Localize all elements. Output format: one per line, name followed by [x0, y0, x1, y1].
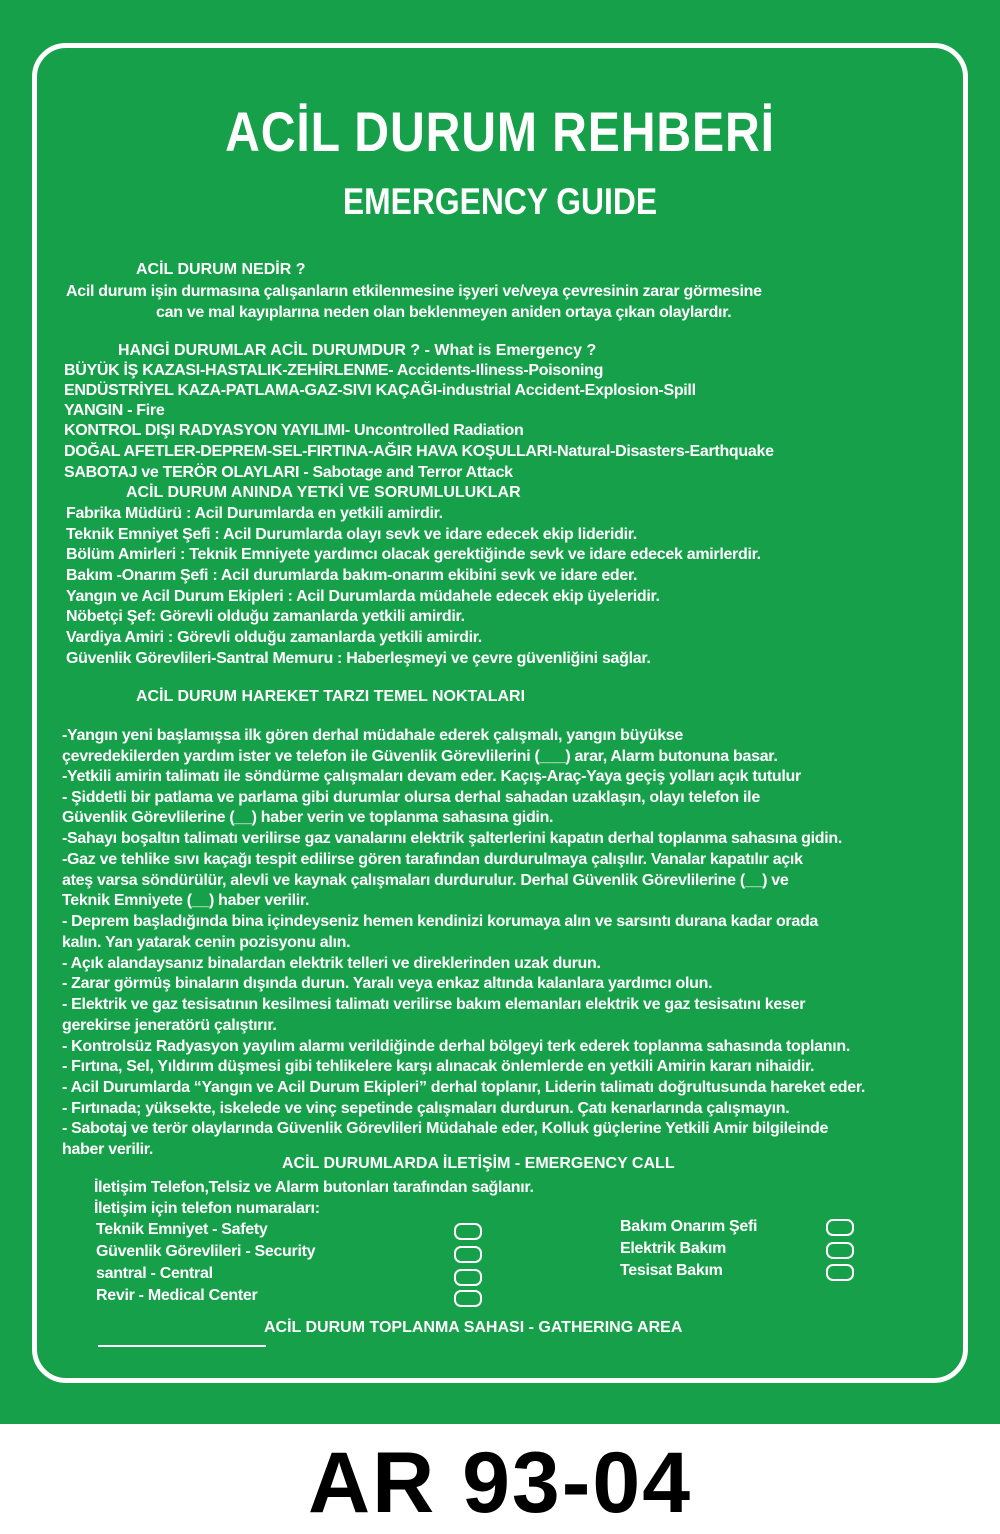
text-line: KONTROL DIŞI RADYASYON YAYILIMI- Uncontrolled Radiation [64, 422, 524, 439]
contact-label: Bakım Onarım Şefi [620, 1218, 758, 1235]
contact-label: Revir - Medical Center [96, 1287, 258, 1304]
phone-number-box [826, 1242, 854, 1259]
text-line: ENDÜSTRİYEL KAZA-PATLAMA-GAZ-SIVI KAÇAĞI-industrial Accident-Explosion-Spill [64, 382, 696, 399]
text-line: - Fırtına, Sel, Yıldırım düşmesi gibi tehlikelere karşı alınacak önlemlerde en yetkili Amirin kararı nihaidir. [62, 1058, 815, 1075]
text-line: - Zarar görmüş binaların dışında durun. Yaralı veya enkaz altında kalanlara yardımcı olun. [62, 975, 713, 992]
phone-number-box [454, 1223, 482, 1240]
contact-label: santral - Central [96, 1265, 213, 1282]
section-heading-what-is: ACİL DURUM NEDİR ? [136, 261, 306, 278]
gathering-area-blank-line [98, 1345, 266, 1347]
text-line: Teknik Emniyete (__) haber verilir. [62, 892, 310, 909]
text-line: - Açık alandaysanız binalardan elektrik telleri ve direklerinden uzak durun. [62, 955, 601, 972]
text-line: SABOTAJ ve TERÖR OLAYLARI - Sabotage and Terror Attack [64, 464, 513, 481]
text-line: -Gaz ve tehlike sıvı kaçağı tespit edilirse gören tarafından durdurulmaya çalışılır. Vanalar kapatılır açık [62, 851, 803, 868]
text-line: Teknik Emniyet Şefi : Acil Durumlarda olayı sevk ve idare edecek ekip lideridir. [66, 526, 637, 543]
text-line: BÜYÜK İŞ KAZASI-HASTALIK-ZEHİRLENME- Accidents-Iliness-Poisoning [64, 362, 604, 379]
text-line: Güvenlik Görevlileri-Santral Memuru : Haberleşmeyi ve çevre güvenliğini sağlar. [66, 650, 651, 667]
text-line: - Şiddetli bir patlama ve parlama gibi durumlar olursa derhal sahadan uzaklaşın, olayı telefon ile [62, 789, 760, 806]
text-line: -Sahayı boşaltın talimatı verilirse gaz vanalarını elektrik şalterlerini kapatın derhal toplanma sahasına gidin. [62, 830, 843, 847]
section-heading-emergency-call: ACİL DURUMLARDA İLETİŞİM - EMERGENCY CALL [282, 1155, 675, 1172]
text-line: - Elektrik ve gaz tesisatının kesilmesi talimatı verilirse bakım elemanları elektrik ve gaz tesisatını keser [62, 996, 806, 1013]
text-line: İletişim için telefon numaraları: [94, 1200, 320, 1217]
sign-title: ACİL DURUM REHBERİ [225, 100, 775, 163]
text-line: -Yangın yeni başlamışsa ilk gören derhal müdahale ederek çalışmalı, yangın büyükse [62, 727, 683, 744]
text-line: DOĞAL AFETLER-DEPREM-SEL-FIRTINA-AĞIR HAVA KOŞULLARI-Natural-Disasters-Earthquake [64, 443, 774, 460]
gathering-area-label: ACİL DURUM TOPLANMA SAHASI - GATHERING AREA [264, 1319, 683, 1336]
text-line: - Kontrolsüz Radyasyon yayılım alarmı verildiğinde derhal bölgeyi terk ederek toplanma sahasında toplanın. [62, 1038, 850, 1055]
text-line: ateş varsa söndürülür, alevli ve kaynak çalışmaları durdurulur. Derhal Güvenlik Görevlilerine (__) ve [62, 872, 789, 889]
text-line: İletişim Telefon,Telsiz ve Alarm butonları tarafından sağlanır. [94, 1179, 534, 1196]
text-line: Acil durum işin durmasına çalışanların etkilenmesine işyeri ve/veya çevresinin zarar görmesine [66, 283, 762, 300]
section-heading-responsibilities: ACİL DURUM ANINDA YETKİ VE SORUMLULUKLAR [126, 484, 521, 501]
text-line: Güvenlik Görevlilerine (__) haber verin ve toplanma sahasına gidin. [62, 809, 554, 826]
text-line: Yangın ve Acil Durum Ekipleri : Acil Durumlarda müdahele edecek ekip üyeleridir. [66, 588, 660, 605]
phone-number-box [454, 1290, 482, 1307]
text-line: Nöbetçi Şef: Görevli olduğu zamanlarda yetkili amirdir. [66, 608, 465, 625]
text-line: - Fırtınada; yüksekte, iskelede ve vinç sepetinde çalışmaları durdurun. Çatı kenarlarında çalışmayın. [62, 1100, 790, 1117]
text-line: Bakım -Onarım Şefi : Acil durumlarda bakım-onarım ekibini sevk ve idare eder. [66, 567, 638, 584]
text-line: - Deprem başladığında bina içindeyseniz hemen kendinizi korumaya alın ve sarsıntı durana kadar orada [62, 913, 819, 930]
section-heading-which-situations: HANGİ DURUMLAR ACİL DURUMDUR ? - What is Emergency ? [118, 342, 597, 359]
contact-label: Teknik Emniyet - Safety [96, 1221, 268, 1238]
text-line: Fabrika Müdürü : Acil Durumlarda en yetkili amirdir. [66, 505, 443, 522]
sign-subtitle: EMERGENCY GUIDE [342, 181, 658, 222]
text-line: Bölüm Amirleri : Teknik Emniyete yardımcı olacak gerektiğinde sevk ve idare edecek amirlerdir. [66, 546, 761, 563]
phone-number-box [454, 1269, 482, 1286]
text-line: -Yetkili amirin talimatı ile söndürme çalışmaları devam eder. Kaçış-Araç-Yaya geçiş yolları açık tutulur [62, 768, 801, 785]
text-line: haber verilir. [62, 1141, 153, 1158]
text-line: YANGIN - Fire [64, 402, 165, 419]
text-line: kalın. Yan yatarak cenin pozisyonu alın. [62, 934, 351, 951]
contact-label: Güvenlik Görevlileri - Security [96, 1243, 316, 1260]
text-line: gerekirse jeneratörü çalıştırır. [62, 1017, 277, 1034]
text-line: Vardiya Amiri : Görevli olduğu zamanlarda yetkili amirdir. [66, 629, 482, 646]
text-line: - Sabotaj ve terör olaylarında Güvenlik Görevlileri Müdahale eder, Kolluk güçlerine Yetkili Amir bilgileinde [62, 1120, 829, 1137]
section-heading-action-points: ACİL DURUM HAREKET TARZI TEMEL NOKTALARI [136, 688, 526, 705]
text-line: çevredekilerden yardım ister ve telefon ile Güvenlik Görevlilerini (___) arar, Alarm butonuna basar. [62, 748, 778, 765]
product-code: AR 93-04 [307, 1435, 693, 1531]
text-line: can ve mal kayıplarına neden olan beklenmeyen aniden ortaya çıkan olaylardır. [156, 304, 732, 321]
phone-number-box [826, 1264, 854, 1281]
contact-label: Elektrik Bakım [620, 1240, 727, 1257]
phone-number-box [826, 1219, 854, 1236]
text-line: - Acil Durumlarda “Yangın ve Acil Durum Ekipleri” derhal toplanır, Liderin talimatı doğrultusunda hareket eder. [62, 1079, 866, 1096]
phone-number-box [454, 1246, 482, 1263]
contact-label: Tesisat Bakım [620, 1262, 723, 1279]
